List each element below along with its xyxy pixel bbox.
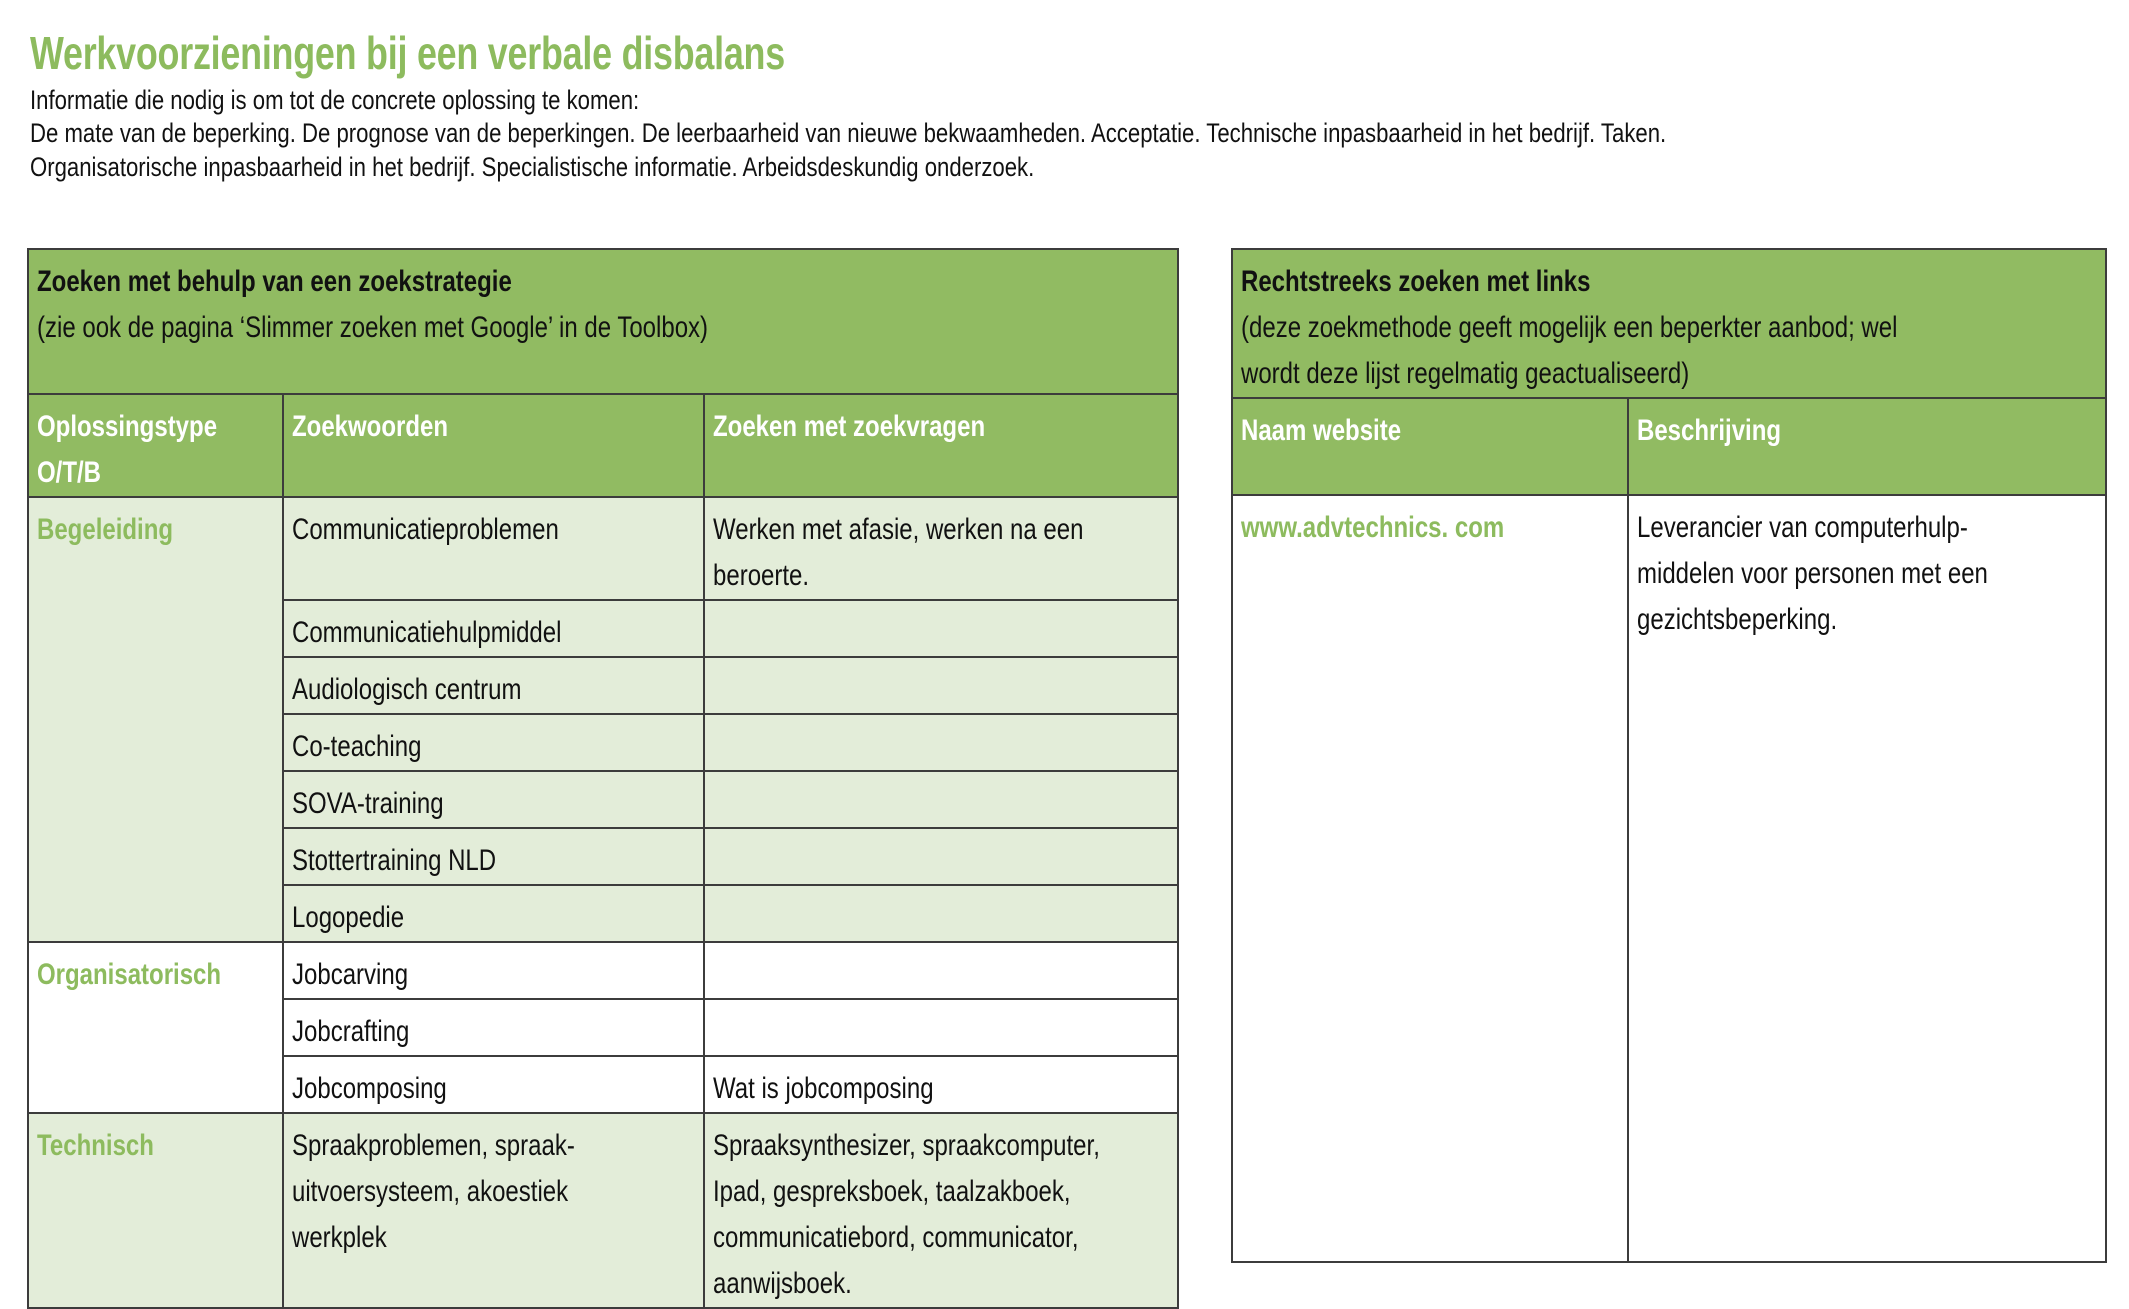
column-header-row (28, 394, 1178, 497)
query-link[interactable]: Wat is jobcomposing (713, 1072, 934, 1105)
column-header-row (1232, 398, 2106, 495)
keyword-line: uitvoersysteem, akoestiek (292, 1175, 569, 1208)
query-link[interactable]: beroerte. (713, 559, 810, 592)
description-line: middelen voor personen met een (1637, 557, 1988, 590)
keyword-cell: Communicatiehulpmiddel (292, 616, 562, 649)
table-row (28, 497, 1178, 600)
keyword-cell: Jobcomposing (292, 1072, 447, 1105)
column-header-website: Naam website (1241, 414, 1402, 447)
query-cell-empty (704, 771, 1178, 828)
column-header-zoekvragen: Zoeken met zoekvragen (713, 410, 986, 443)
column-header-beschrijving: Beschrijving (1637, 414, 1782, 447)
table-row (1232, 495, 2106, 1262)
query-link[interactable]: Werken met afasie, werken na een (713, 513, 1084, 546)
table-heading: Zoeken met behulp van een zoekstrategie (37, 265, 512, 298)
column-header-oplossingstype: Oplossingstype (37, 410, 218, 443)
intro-line: Organisatorische inpasbaarheid in het bedrijf. Specialistische informatie. Arbeidsdeskundig onderzoek. (30, 152, 1035, 182)
table-subheading: wordt deze lijst regelmatig geactualiseerd) (1241, 357, 1690, 390)
keyword-cell: Audiologisch centrum (292, 673, 522, 706)
query-line: communicatiebord, communicator, (713, 1221, 1079, 1254)
table-heading: Rechtstreeks zoeken met links (1241, 265, 1591, 298)
keyword-cell: SOVA-training (292, 787, 444, 820)
keyword-cell: Jobcarving (292, 958, 409, 991)
query-cell-empty (704, 714, 1178, 771)
website-link[interactable]: www.advtechnics. com (1241, 511, 1505, 544)
query-cell-empty (704, 600, 1178, 657)
query-cell-empty (704, 885, 1178, 942)
page-title: Werkvoorzieningen bij een verbale disbalans (30, 27, 785, 79)
keyword-cell: Communicatieproblemen (292, 513, 559, 546)
table-row (28, 1113, 1178, 1308)
query-cell-empty (704, 828, 1178, 885)
query-line: Spraaksynthesizer, spraakcomputer, (713, 1129, 1100, 1162)
query-line: aanwijsboek. (713, 1267, 852, 1300)
keyword-cell: Logopedie (292, 901, 405, 934)
keyword-cell: Stottertraining NLD (292, 844, 497, 877)
search-strategy-table (27, 248, 1179, 1309)
description-line: Leverancier van computerhulp- (1637, 511, 1968, 544)
keyword-cell: Jobcrafting (292, 1015, 410, 1048)
description-line: gezichtsbeperking. (1637, 603, 1838, 636)
table-row (28, 942, 1178, 999)
keyword-cell: Co-teaching (292, 730, 422, 763)
category-label: Begeleiding (37, 513, 174, 546)
column-header-zoekwoorden: Zoekwoorden (292, 410, 449, 443)
category-label: Technisch (37, 1129, 154, 1162)
intro-line: Informatie die nodig is om tot de concrete oplossing te komen: (30, 85, 640, 115)
table-subheading: (deze zoekmethode geeft mogelijk een beperkter aanbod; wel (1241, 311, 1898, 344)
category-label: Organisatorisch (37, 958, 222, 991)
keyword-line: werkplek (292, 1221, 387, 1254)
column-header-otb: O/T/B (37, 456, 101, 489)
intro-line: De mate van de beperking. De prognose van de beperkingen. De leerbaarheid van nieuwe bekwaamheden. Acceptatie. Technische inpasbaarheid in het bedrijf. Taken. (30, 118, 1667, 148)
query-line: Ipad, gespreksboek, taalzakboek, (713, 1175, 1071, 1208)
keyword-line: Spraakproblemen, spraak- (292, 1129, 575, 1162)
table-subheading: (zie ook de pagina ‘Slimmer zoeken met Google’ in de Toolbox) (37, 311, 709, 344)
direct-links-table (1231, 248, 2107, 1263)
query-cell-empty (704, 942, 1178, 999)
query-cell-empty (704, 657, 1178, 714)
table-heading-row (1232, 249, 2106, 398)
query-cell-empty (704, 999, 1178, 1056)
table-heading-row (28, 249, 1178, 394)
